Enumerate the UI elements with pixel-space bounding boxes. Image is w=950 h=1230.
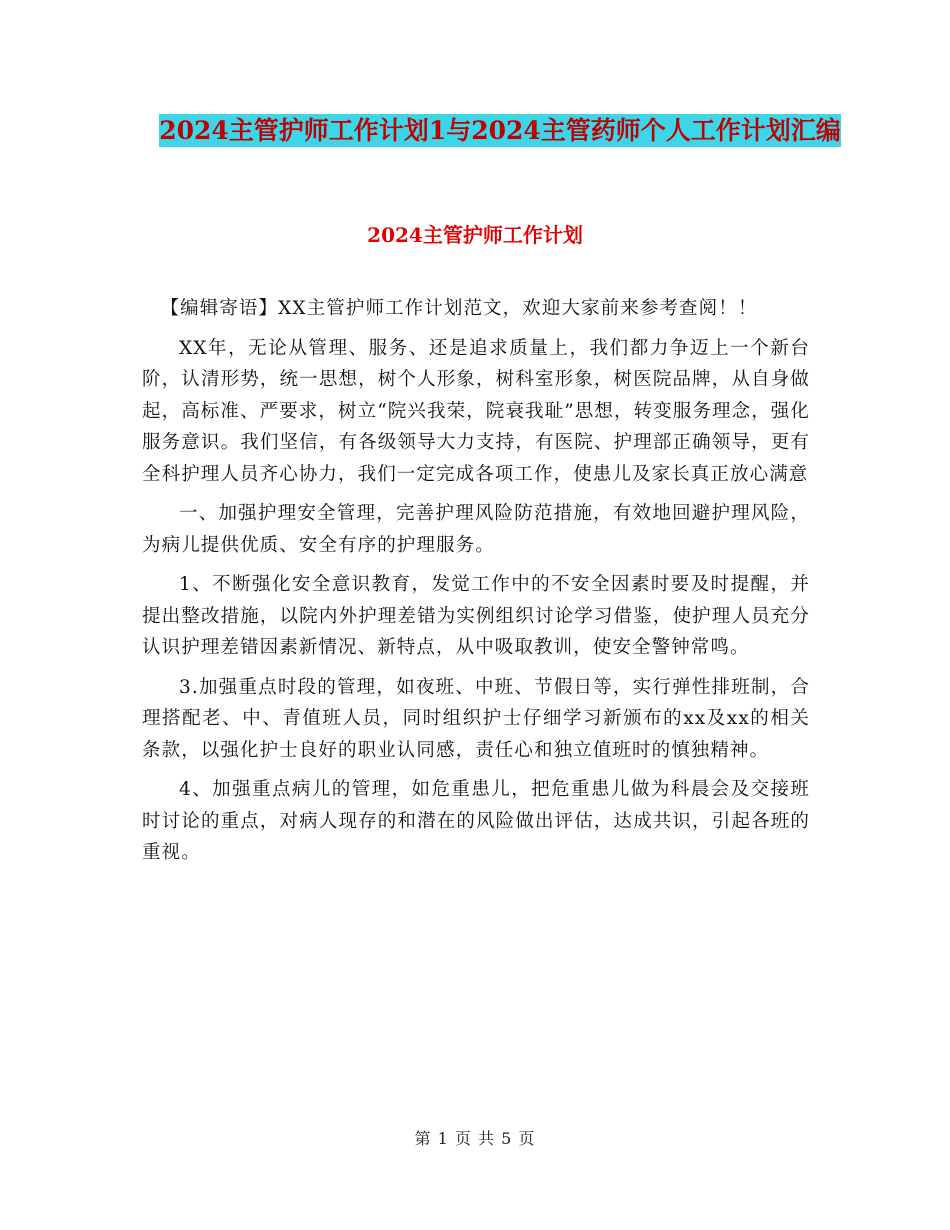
- item-1-paragraph: 1、不断强化安全意识教育，发觉工作中的不安全因素时要及时提醒，并提出整改措施，以院内外护理差错为实例组织讨论学习借鉴，使护理人员充分认识护理差错因素新情况、新特点，从中吸取教训，使安全警钟常鸣。: [142, 574, 810, 658]
- section-title: 2024主管护师工作计划: [367, 223, 583, 247]
- editor-note-paragraph: 【编辑寄语】XX主管护师工作计划范文，欢迎大家前来参考查阅！！: [160, 298, 758, 319]
- item-4-paragraph: 4、加强重点病儿的管理，如危重患儿，把危重患儿做为科晨会及交接班时讨论的重点，对病人现存的和潜在的风险做出评估，达成共识，引起各班的重视。: [142, 779, 810, 863]
- section-heading-paragraph: 一、加强护理安全管理，完善护理风险防范措施，有效地回避护理风险，为病儿提供优质、安全有序的护理服务。: [142, 503, 810, 556]
- intro-paragraph: XX年，无论从管理、服务、还是追求质量上，我们都力争迈上一个新台阶，认清形势，统一思想，树个人形象，树科室形象，树医院品牌，从自身做起，高标准、严要求，树立“院兴我荣，院衰我耻”思想，转变服务理念，强化服务意识。我们坚信，有各级领导大力支持，有医院、护理部正确领导，更有全科护理人员齐心协力，我们一定完成各项工作，使患儿及家长真正放心满意: [142, 337, 810, 485]
- document-title-text: 2024主管护师工作计划1与2024主管药师个人工作计划汇编: [159, 116, 841, 145]
- item-3-paragraph: 3.加强重点时段的管理，如夜班、中班、节假日等，实行弹性排班制，合理搭配老、中、青值班人员，同时组织护士仔细学习新颁布的xx及xx的相关条款，以强化护士良好的职业认同感，责任心和独立值班时的慎独精神。: [142, 676, 810, 761]
- document-body: [142, 293, 810, 877]
- document-title: [150, 108, 850, 154]
- page-number-footer: 第 1 页 共 5 页: [414, 1129, 536, 1148]
